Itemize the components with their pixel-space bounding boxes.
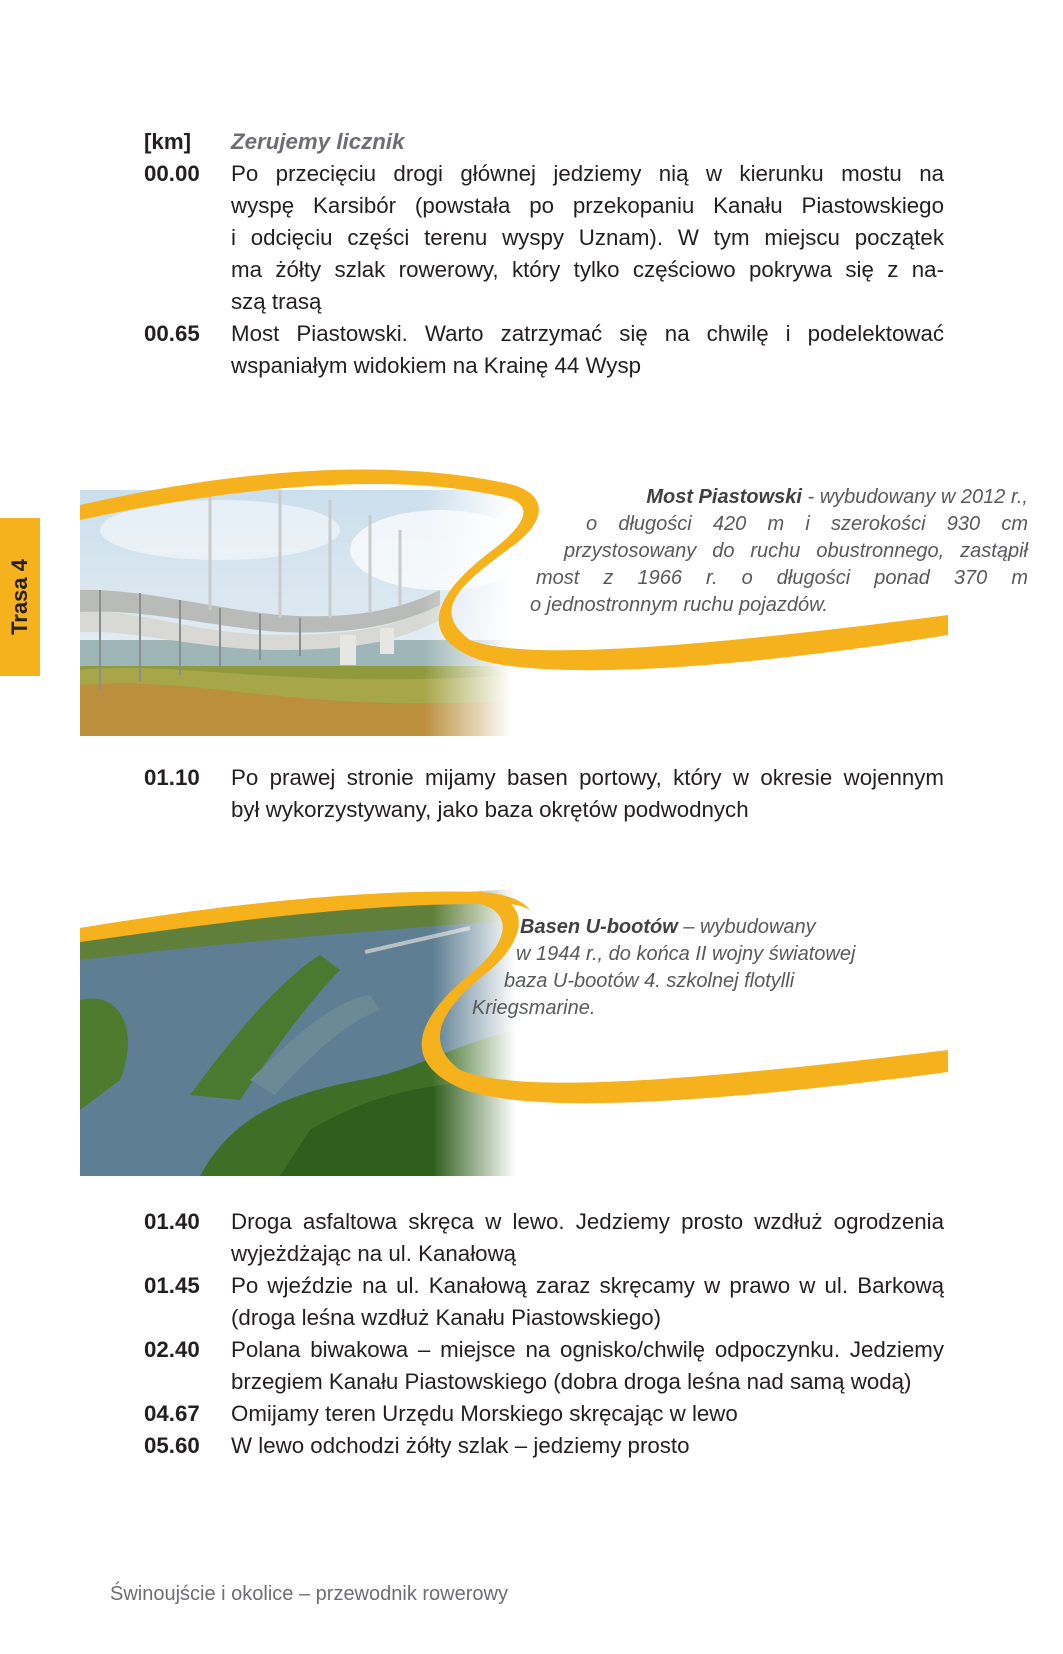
entry-line: Po wjeździe na ul. Kanałową zaraz skręcamy w prawo w ul. Barkową [231, 1273, 944, 1298]
route-entry [144, 762, 944, 826]
ubboot-caption-line: Kriegsmarine. [472, 997, 596, 1019]
route-entry [144, 1334, 944, 1398]
bridge-caption-line: o jednostronnym ruchu pojazdów. [530, 594, 828, 616]
km-value: 02.40 [144, 1337, 200, 1362]
route-list-2 [144, 762, 944, 826]
km-value: 00.00 [144, 161, 200, 186]
entry-line: W lewo odchodzi żółty szlak – jedziemy prosto [231, 1433, 690, 1458]
route-list-3 [144, 1206, 944, 1462]
entry-line: (droga leśna wzdłuż Kanału Piastowskiego) [231, 1305, 662, 1330]
route-entry-text [231, 318, 944, 382]
entry-line: Omijamy teren Urzędu Morskiego skręcając w lewo [231, 1401, 738, 1426]
page-footer: Świnoujście i okolice – przewodnik rowerowy [110, 1583, 508, 1605]
route-entry-text [231, 1398, 944, 1430]
route-entry-text [231, 1206, 944, 1270]
route-entry-text [231, 158, 944, 318]
route-entry-text [231, 1270, 944, 1334]
km-value: 01.10 [144, 765, 200, 790]
entry-line: wyjeżdżając na ul. Kanałową [231, 1241, 517, 1266]
entry-line: był wykorzystywany, jako baza okrętów podwodnych [231, 797, 749, 822]
entry-line: szą trasą [231, 289, 322, 314]
bridge-caption-line: most z 1966 r. o długości ponad 370 m [536, 567, 1028, 589]
km-value: 01.40 [144, 1209, 200, 1234]
bridge-photo-box [80, 460, 1028, 736]
bridge-caption-line: o długości 420 m i szerokości 930 cm [586, 513, 1028, 535]
ubboot-caption-title: Basen U-bootów [520, 916, 678, 938]
km-value: 04.67 [144, 1401, 200, 1426]
entry-line: Droga asfaltowa skręca w lewo. Jedziemy prosto wzdłuż ogrodzenia [231, 1209, 944, 1234]
ubboot-caption-line: – wybudowany [677, 916, 816, 938]
entry-line: Po prawej stronie mijamy basen portowy, który w okresie wojennym [231, 765, 944, 790]
km-value: 05.60 [144, 1433, 200, 1458]
route-entry-text [231, 1430, 944, 1462]
ubboot-caption-line: w 1944 r., do końca II wojny światowej [516, 943, 856, 965]
route-entry [144, 1430, 944, 1462]
route-entry-text [231, 762, 944, 826]
route-entry [144, 1270, 944, 1334]
ubboot-caption-line: baza U-bootów 4. szkolnej flotylli [504, 970, 795, 992]
bridge-caption-line: przystosowany do ruchu obustronnego, zastąpił [564, 540, 1028, 562]
entry-line: wyspę Karsibór (powstała po przekopaniu Kanału Piastowskiego [231, 193, 944, 218]
route-entry-text [231, 1334, 944, 1398]
bridge-caption-title: Most Piastowski [646, 486, 802, 508]
route-header [144, 126, 944, 158]
bridge-caption-line: - wybudowany w 2012 r., [801, 486, 1028, 508]
route-entry [144, 318, 944, 382]
entry-line: Po przecięciu drogi głównej jedziemy nią w kierunku mostu na [231, 161, 944, 186]
route-entry [144, 1398, 944, 1430]
entry-line: Most Piastowski. Warto zatrzymać się na chwilę i podelektować [231, 321, 944, 346]
entry-line: wspaniałym widokiem na Krainę 44 Wysp [231, 353, 641, 378]
route-entry [144, 158, 944, 318]
route-list-1 [144, 126, 944, 382]
ubboot-photo-box [80, 880, 948, 1176]
entry-line: i odcięciu części terenu wyspy Uznam). W tym miejscu początek [231, 225, 944, 250]
route-tab [0, 518, 40, 676]
entry-line: Polana biwakowa – miejsce na ognisko/chwilę odpoczynku. Jedziemy [231, 1337, 944, 1362]
route-tab-label: Trasa 4 [7, 559, 32, 635]
km-value: 00.65 [144, 321, 200, 346]
route-header-title: Zerujemy licznik [231, 129, 405, 154]
km-value: 01.45 [144, 1273, 200, 1298]
ubboot-caption [472, 914, 928, 1022]
km-unit: [km] [144, 129, 192, 154]
entry-line: ma żółty szlak rowerowy, który tylko częściowo pokrywa się z na- [231, 257, 944, 282]
entry-line: brzegiem Kanału Piastowskiego (dobra droga leśna nad samą wodą) [231, 1369, 912, 1394]
bridge-caption [480, 484, 1028, 619]
route-entry [144, 1206, 944, 1270]
